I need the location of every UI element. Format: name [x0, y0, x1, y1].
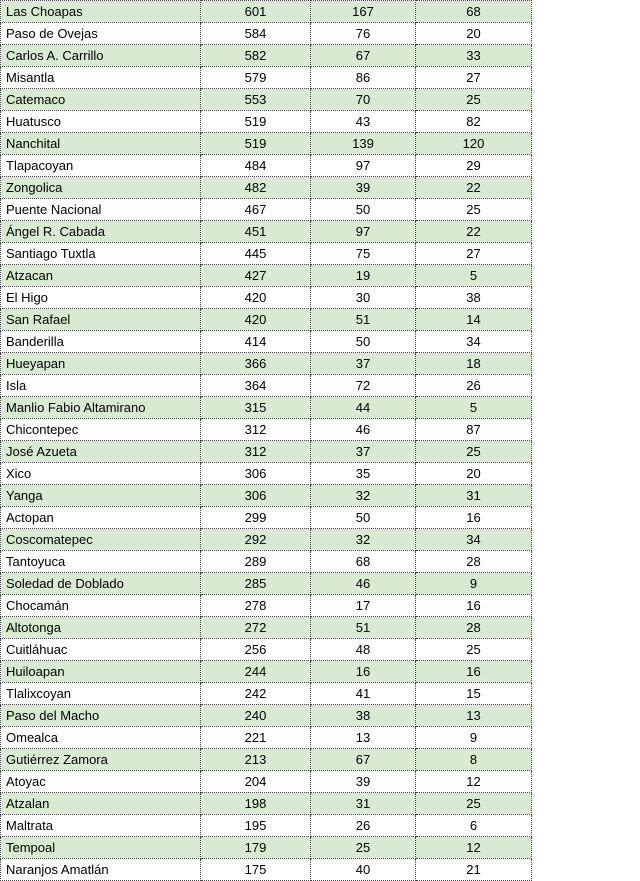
value-cell-3: 82 — [416, 111, 532, 133]
table-row — [1, 67, 532, 89]
value-cell-1: 445 — [201, 243, 311, 265]
value-cell-1: 451 — [201, 221, 311, 243]
table-row — [1, 111, 532, 133]
table-row — [1, 463, 532, 485]
table-row — [1, 749, 532, 771]
municipality-name-cell: Nanchital — [1, 133, 201, 155]
value-cell-3: 33 — [416, 45, 532, 67]
value-cell-1: 195 — [201, 815, 311, 837]
table-row — [1, 727, 532, 749]
table-body — [1, 1, 532, 881]
value-cell-3: 22 — [416, 221, 532, 243]
value-cell-3: 27 — [416, 243, 532, 265]
value-cell-1: 420 — [201, 309, 311, 331]
municipality-name-cell: Santiago Tuxtla — [1, 243, 201, 265]
table-row — [1, 793, 532, 815]
table-row — [1, 859, 532, 881]
value-cell-3: 22 — [416, 177, 532, 199]
municipality-name-cell: Tantoyuca — [1, 551, 201, 573]
value-cell-2: 67 — [311, 749, 416, 771]
value-cell-2: 25 — [311, 837, 416, 859]
value-cell-3: 38 — [416, 287, 532, 309]
value-cell-2: 30 — [311, 287, 416, 309]
value-cell-1: 213 — [201, 749, 311, 771]
value-cell-3: 120 — [416, 133, 532, 155]
municipality-name-cell: Catemaco — [1, 89, 201, 111]
municipality-name-cell: Las Choapas — [1, 1, 201, 23]
table-row — [1, 309, 532, 331]
value-cell-1: 366 — [201, 353, 311, 375]
value-cell-2: 38 — [311, 705, 416, 727]
table-row — [1, 683, 532, 705]
value-cell-1: 289 — [201, 551, 311, 573]
value-cell-3: 16 — [416, 507, 532, 529]
value-cell-1: 285 — [201, 573, 311, 595]
value-cell-3: 87 — [416, 419, 532, 441]
table-row — [1, 1, 532, 23]
municipality-name-cell: Paso del Macho — [1, 705, 201, 727]
value-cell-1: 292 — [201, 529, 311, 551]
table-row — [1, 507, 532, 529]
value-cell-2: 51 — [311, 617, 416, 639]
municipality-name-cell: San Rafael — [1, 309, 201, 331]
table-row — [1, 243, 532, 265]
value-cell-1: 584 — [201, 23, 311, 45]
municipality-name-cell: Zongolica — [1, 177, 201, 199]
value-cell-3: 8 — [416, 749, 532, 771]
value-cell-3: 25 — [416, 639, 532, 661]
value-cell-1: 364 — [201, 375, 311, 397]
municipality-name-cell: Tempoal — [1, 837, 201, 859]
table-row — [1, 419, 532, 441]
value-cell-2: 70 — [311, 89, 416, 111]
municipality-name-cell: Huatusco — [1, 111, 201, 133]
value-cell-3: 16 — [416, 661, 532, 683]
value-cell-3: 31 — [416, 485, 532, 507]
value-cell-1: 244 — [201, 661, 311, 683]
value-cell-1: 519 — [201, 111, 311, 133]
value-cell-1: 482 — [201, 177, 311, 199]
value-cell-3: 25 — [416, 199, 532, 221]
table-row — [1, 661, 532, 683]
table-row — [1, 397, 532, 419]
municipality-name-cell: Manlio Fabio Altamirano — [1, 397, 201, 419]
value-cell-3: 16 — [416, 595, 532, 617]
value-cell-3: 12 — [416, 837, 532, 859]
table-row — [1, 45, 532, 67]
value-cell-1: 427 — [201, 265, 311, 287]
value-cell-3: 25 — [416, 441, 532, 463]
value-cell-1: 484 — [201, 155, 311, 177]
municipality-name-cell: Puente Nacional — [1, 199, 201, 221]
value-cell-2: 44 — [311, 397, 416, 419]
municipality-name-cell: El Higo — [1, 287, 201, 309]
value-cell-1: 204 — [201, 771, 311, 793]
value-cell-2: 16 — [311, 661, 416, 683]
table-row — [1, 199, 532, 221]
value-cell-3: 34 — [416, 331, 532, 353]
municipality-name-cell: Gutiérrez Zamora — [1, 749, 201, 771]
municipality-name-cell: Soledad de Doblado — [1, 573, 201, 595]
value-cell-3: 18 — [416, 353, 532, 375]
value-cell-3: 12 — [416, 771, 532, 793]
value-cell-3: 25 — [416, 793, 532, 815]
value-cell-1: 240 — [201, 705, 311, 727]
value-cell-2: 13 — [311, 727, 416, 749]
value-cell-2: 51 — [311, 309, 416, 331]
value-cell-3: 29 — [416, 155, 532, 177]
value-cell-3: 20 — [416, 463, 532, 485]
value-cell-1: 553 — [201, 89, 311, 111]
table-row — [1, 837, 532, 859]
value-cell-3: 68 — [416, 1, 532, 23]
municipality-name-cell: Omealca — [1, 727, 201, 749]
value-cell-3: 15 — [416, 683, 532, 705]
value-cell-3: 14 — [416, 309, 532, 331]
municipality-name-cell: Actopan — [1, 507, 201, 529]
value-cell-1: 242 — [201, 683, 311, 705]
value-cell-3: 5 — [416, 397, 532, 419]
value-cell-2: 75 — [311, 243, 416, 265]
table-row — [1, 23, 532, 45]
value-cell-2: 46 — [311, 419, 416, 441]
value-cell-1: 272 — [201, 617, 311, 639]
value-cell-1: 312 — [201, 441, 311, 463]
municipality-name-cell: Tlapacoyan — [1, 155, 201, 177]
table-row — [1, 705, 532, 727]
value-cell-2: 72 — [311, 375, 416, 397]
value-cell-2: 86 — [311, 67, 416, 89]
value-cell-2: 167 — [311, 1, 416, 23]
value-cell-2: 40 — [311, 859, 416, 881]
value-cell-3: 28 — [416, 551, 532, 573]
value-cell-1: 221 — [201, 727, 311, 749]
municipality-name-cell: Naranjos Amatlán — [1, 859, 201, 881]
value-cell-3: 5 — [416, 265, 532, 287]
municipality-name-cell: Xico — [1, 463, 201, 485]
table-row — [1, 573, 532, 595]
table-row — [1, 815, 532, 837]
value-cell-3: 20 — [416, 23, 532, 45]
table-row — [1, 551, 532, 573]
value-cell-2: 26 — [311, 815, 416, 837]
value-cell-2: 76 — [311, 23, 416, 45]
value-cell-3: 9 — [416, 727, 532, 749]
value-cell-2: 67 — [311, 45, 416, 67]
value-cell-2: 43 — [311, 111, 416, 133]
value-cell-1: 467 — [201, 199, 311, 221]
table-row — [1, 89, 532, 111]
value-cell-1: 198 — [201, 793, 311, 815]
table-row — [1, 265, 532, 287]
value-cell-1: 179 — [201, 837, 311, 859]
municipality-name-cell: Hueyapan — [1, 353, 201, 375]
value-cell-2: 97 — [311, 221, 416, 243]
table-row — [1, 595, 532, 617]
municipality-name-cell: Coscomatepec — [1, 529, 201, 551]
value-cell-1: 256 — [201, 639, 311, 661]
table-row — [1, 133, 532, 155]
municipality-name-cell: Atzalan — [1, 793, 201, 815]
value-cell-3: 9 — [416, 573, 532, 595]
table-row — [1, 177, 532, 199]
municipality-name-cell: Ángel R. Cabada — [1, 221, 201, 243]
table-row — [1, 353, 532, 375]
value-cell-2: 39 — [311, 771, 416, 793]
value-cell-1: 420 — [201, 287, 311, 309]
value-cell-1: 315 — [201, 397, 311, 419]
value-cell-3: 21 — [416, 859, 532, 881]
value-cell-1: 306 — [201, 485, 311, 507]
municipality-name-cell: José Azueta — [1, 441, 201, 463]
municipality-name-cell: Chocamán — [1, 595, 201, 617]
table-row — [1, 771, 532, 793]
value-cell-1: 175 — [201, 859, 311, 881]
value-cell-2: 41 — [311, 683, 416, 705]
municipality-name-cell: Atzacan — [1, 265, 201, 287]
value-cell-2: 48 — [311, 639, 416, 661]
table-row — [1, 331, 532, 353]
table-row — [1, 617, 532, 639]
value-cell-2: 32 — [311, 485, 416, 507]
value-cell-3: 26 — [416, 375, 532, 397]
value-cell-1: 306 — [201, 463, 311, 485]
value-cell-2: 50 — [311, 507, 416, 529]
value-cell-3: 13 — [416, 705, 532, 727]
value-cell-2: 46 — [311, 573, 416, 595]
municipality-name-cell: Paso de Ovejas — [1, 23, 201, 45]
municipality-name-cell: Yanga — [1, 485, 201, 507]
value-cell-2: 39 — [311, 177, 416, 199]
value-cell-1: 414 — [201, 331, 311, 353]
value-cell-2: 50 — [311, 199, 416, 221]
value-cell-2: 50 — [311, 331, 416, 353]
table-row — [1, 485, 532, 507]
municipality-name-cell: Carlos A. Carrillo — [1, 45, 201, 67]
municipality-name-cell: Isla — [1, 375, 201, 397]
municipality-name-cell: Misantla — [1, 67, 201, 89]
municipality-name-cell: Altotonga — [1, 617, 201, 639]
value-cell-2: 31 — [311, 793, 416, 815]
value-cell-1: 519 — [201, 133, 311, 155]
table-row — [1, 155, 532, 177]
value-cell-3: 28 — [416, 617, 532, 639]
value-cell-2: 37 — [311, 441, 416, 463]
table-row — [1, 639, 532, 661]
table-row — [1, 529, 532, 551]
value-cell-1: 579 — [201, 67, 311, 89]
value-cell-2: 97 — [311, 155, 416, 177]
municipality-name-cell: Cuitláhuac — [1, 639, 201, 661]
value-cell-3: 27 — [416, 67, 532, 89]
value-cell-1: 582 — [201, 45, 311, 67]
value-cell-2: 17 — [311, 595, 416, 617]
municipality-name-cell: Atoyac — [1, 771, 201, 793]
value-cell-3: 25 — [416, 89, 532, 111]
value-cell-1: 601 — [201, 1, 311, 23]
municipality-name-cell: Chicontepec — [1, 419, 201, 441]
value-cell-1: 312 — [201, 419, 311, 441]
value-cell-3: 6 — [416, 815, 532, 837]
value-cell-2: 68 — [311, 551, 416, 573]
municipality-name-cell: Huiloapan — [1, 661, 201, 683]
value-cell-1: 278 — [201, 595, 311, 617]
table-row — [1, 221, 532, 243]
table-row — [1, 287, 532, 309]
value-cell-2: 37 — [311, 353, 416, 375]
value-cell-2: 32 — [311, 529, 416, 551]
table-row — [1, 441, 532, 463]
value-cell-2: 19 — [311, 265, 416, 287]
value-cell-2: 35 — [311, 463, 416, 485]
value-cell-3: 34 — [416, 529, 532, 551]
table-row — [1, 375, 532, 397]
municipality-name-cell: Maltrata — [1, 815, 201, 837]
municipality-name-cell: Banderilla — [1, 331, 201, 353]
value-cell-2: 139 — [311, 133, 416, 155]
value-cell-1: 299 — [201, 507, 311, 529]
municipality-name-cell: Tlalixcoyan — [1, 683, 201, 705]
